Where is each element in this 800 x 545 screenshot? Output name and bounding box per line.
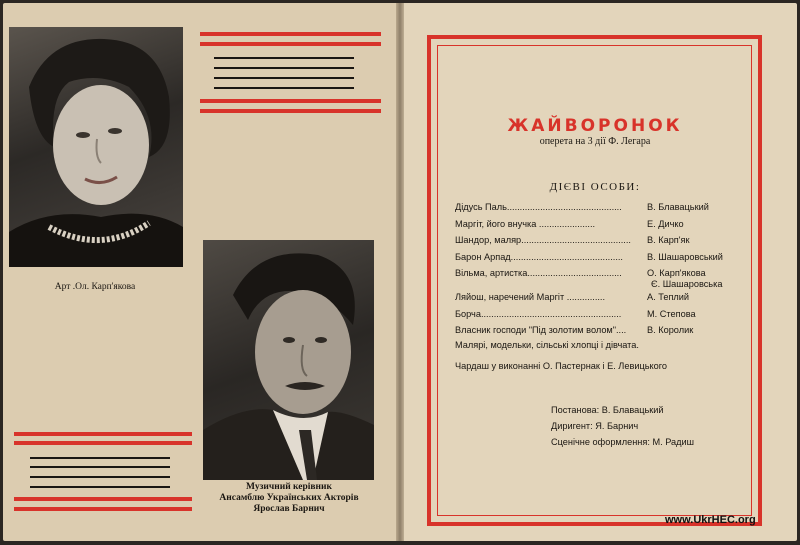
cast-actor: М. Степова <box>647 309 696 319</box>
cast-actor: А. Теплий <box>647 292 690 302</box>
caption-line: Музичний керівник <box>246 482 332 492</box>
red-stripe <box>200 99 381 103</box>
red-stripe <box>200 42 381 46</box>
credit-line: Постанова: В. Блавацький <box>551 405 664 415</box>
cast-role: Барон Арпад............................................ <box>455 252 623 262</box>
portrait-photo-man <box>203 240 374 480</box>
book-gutter <box>396 3 404 541</box>
site-watermark: www.UkrHEC.org <box>665 514 756 526</box>
black-rule <box>214 77 354 79</box>
black-rule <box>30 486 170 488</box>
operetta-title: ЖАЙВОРОНОК <box>507 116 683 136</box>
cast-actor: Е. Дичко <box>647 219 684 229</box>
cast-role: Дідусь Паль............................................. <box>455 202 622 212</box>
black-rule <box>214 57 354 59</box>
cast-role: Маргіт, його внучка ...................... <box>455 219 596 229</box>
csardas-note: Чардаш у виконанні О. Пастернак і Е. Левицького <box>455 361 667 371</box>
operetta-subtitle: оперета на 3 дії Ф. Легара <box>539 136 651 147</box>
caption-line: Ансамблю Українських Акторів <box>219 493 359 503</box>
black-rule <box>214 87 354 89</box>
portrait-caption-1: Арт .Ол. Карп'якова <box>54 282 136 292</box>
red-stripe <box>200 32 381 36</box>
cast-actor: В. Королик <box>647 325 694 335</box>
cast-actor: В. Шашаровський <box>647 252 723 262</box>
red-stripe <box>14 497 192 501</box>
credit-line: Сценічне оформлення: М. Радиш <box>551 437 694 447</box>
cast-actor: В. Блавацький <box>647 202 709 212</box>
cast-role: Борча....................................................... <box>455 309 622 319</box>
cast-actor: В. Карп'як <box>647 235 690 245</box>
cast-role: Вільма, артистка..................................... <box>455 268 622 278</box>
red-stripe <box>14 441 192 445</box>
caption-line: Ярослав Барнич <box>253 504 325 514</box>
black-rule <box>30 466 170 468</box>
cast-role: Власник господи "Під золотим волом".... <box>455 325 627 335</box>
cast-heading: ДІЄВІ ОСОБИ: <box>549 181 641 193</box>
black-rule <box>30 476 170 478</box>
red-stripe <box>14 507 192 511</box>
extras-note: Малярі, модельки, сільські хлопці і дівчата. <box>455 340 639 350</box>
portrait-caption-2 <box>200 482 378 515</box>
credit-line: Диригент: Я. Барнич <box>551 421 639 431</box>
red-stripe <box>14 432 192 436</box>
red-stripe <box>200 109 381 113</box>
cast-role: Шандор, маляр........................................... <box>455 235 631 245</box>
portrait-photo-woman <box>9 27 183 267</box>
cast-role: Ляйош, наречений Маргіт ............... <box>455 292 606 302</box>
cast-actor: Є. Шашаровська <box>651 279 723 289</box>
cast-actor: О. Карп'якова <box>647 268 706 278</box>
black-rule <box>214 67 354 69</box>
black-rule <box>30 457 170 459</box>
